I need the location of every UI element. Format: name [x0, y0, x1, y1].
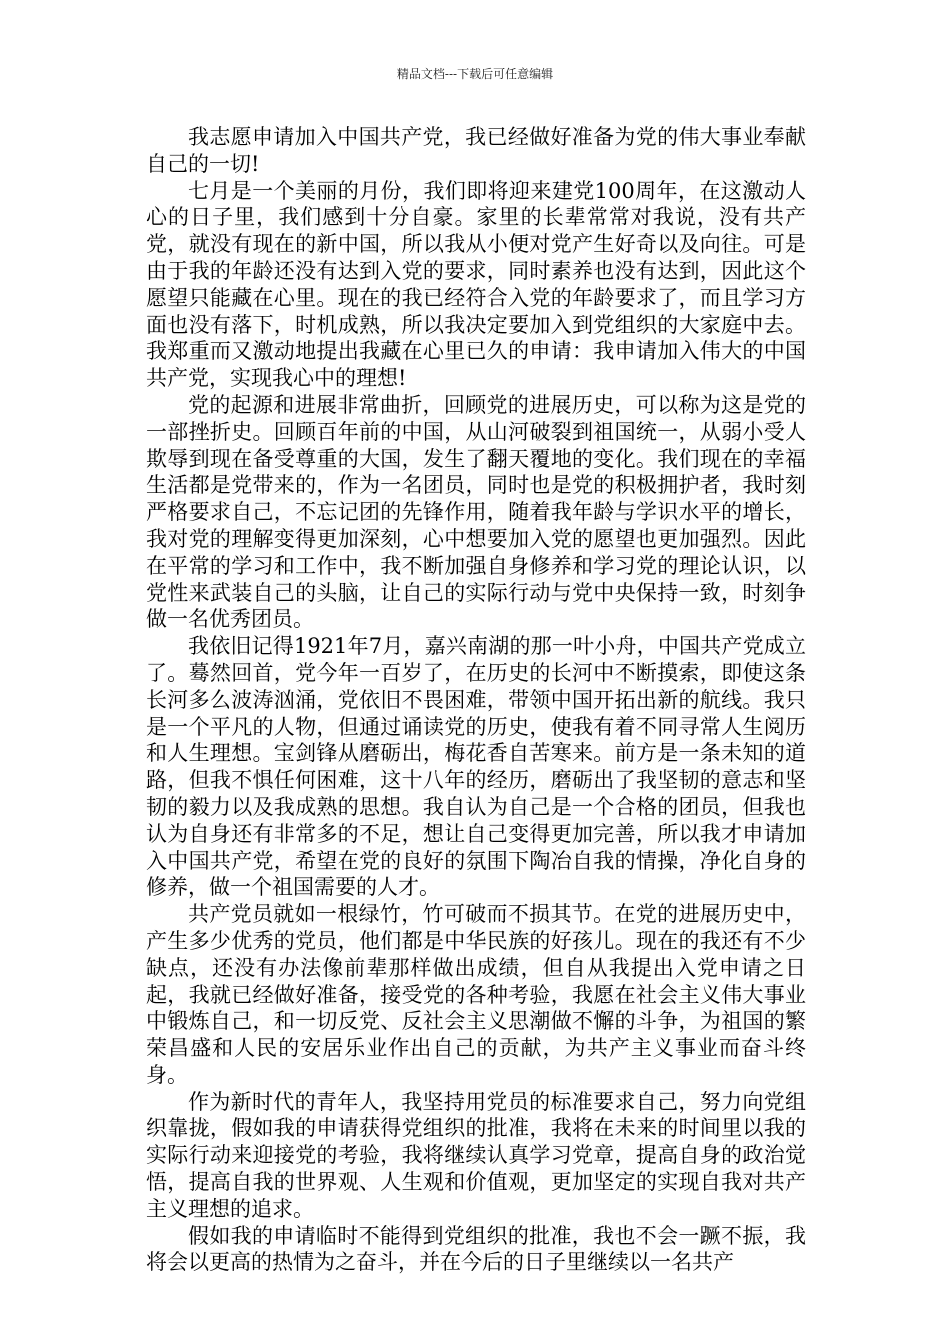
paragraph-5: 共产党员就如一根绿竹，竹可破而不损其节。在党的进展历史中，产生多少优秀的党员，他们都是中华民族的好孩儿。现在的我还有不少缺点，还没有办法像前辈那样做出成绩，但自从我提出入党申请之日起，我就已经做好准备，接受党的各种考验，我愿在社会主义伟大事业中锻炼自己，和一切反党、反社会主义思潮做不懈的斗争，为祖国的繁荣昌盛和人民的安居乐业作出自己的贡献，为共产主义事业而奋斗终身。	[146, 902, 806, 1087]
paragraph-6: 作为新时代的青年人，我坚持用党员的标准要求自己，努力向党组织靠拢，假如我的申请获得党组织的批准，我将在未来的时间里以我的实际行动来迎接党的考验，我将继续认真学习党章，提高自身的政治觉悟，提高自我的世界观、人生观和价值观，更加坚定的实现自我对共产主义理想的追求。	[146, 1089, 806, 1221]
document-body	[146, 124, 806, 1276]
page-header: 精品文档---下载后可任意编辑	[396, 67, 554, 81]
paragraph-2: 七月是一个美丽的月份，我们即将迎来建党100周年，在这激动人心的日子里，我们感到十分自豪。家里的长辈常常对我说，没有共产党，就没有现在的新中国，所以我从小便对党产生好奇以及向往。可是由于我的年龄还没有达到入党的要求，同时素养也没有达到，因此这个愿望只能藏在心里。现在的我已经符合入党的年龄要求了，而且学习方面也没有落下，时机成熟，所以我决定要加入到党组织的大家庭中去。我郑重而又激动地提出我藏在心里已久的申请：我申请加入伟大的中国共产党，实现我心中的理想!	[146, 178, 806, 391]
paragraph-7: 假如我的申请临时不能得到党组织的批准，我也不会一蹶不振，我将会以更高的热情为之奋斗，并在今后的日子里继续以一名共产	[146, 1223, 806, 1275]
paragraph-3: 党的起源和进展非常曲折，回顾党的进展历史，可以称为这是党的一部挫折史。回顾百年前的中国，从山河破裂到祖国统一，从弱小受人欺辱到现在备受尊重的大国，发生了翻天覆地的变化。我们现在的幸福生活都是党带来的，作为一名团员，同时也是党的积极拥护者，我时刻严格要求自己，不忘记团的先锋作用，随着我年龄与学识水平的增长，我对党的理解变得更加深刻，心中想要加入党的愿望也更加强烈。因此在平常的学习和工作中，我不断加强自身修养和学习党的理论认识，以党性来武装自己的头脑，让自己的实际行动与党中央保持一致，时刻争做一名优秀团员。	[146, 392, 806, 632]
paragraph-4: 我依旧记得1921年7月，嘉兴南湖的那一叶小舟，中国共产党成立了。蓦然回首，党今年一百岁了，在历史的长河中不断摸索，即使这条长河多么波涛汹涌，党依旧不畏困难，带领中国开拓出新的航线。我只是一个平凡的人物，但通过诵读党的历史，使我有着不同寻常人生阅历和人生理想。宝剑锋从磨砺出，梅花香自苦寒来。前方是一条未知的道路，但我不惧任何困难，这十八年的经历，磨砺出了我坚韧的意志和坚韧的毅力以及我成熟的思想。我自认为自己是一个合格的团员，但我也认为自身还有非常多的不足，想让自己变得更加完善，所以我才申请加入中国共产党，希望在党的良好的氛围下陶冶自我的情操，净化自身的修养，做一个祖国需要的人才。	[146, 634, 806, 900]
paragraph-1: 我志愿申请加入中国共产党，我已经做好准备为党的伟大事业奉献自己的一切!	[146, 125, 806, 176]
